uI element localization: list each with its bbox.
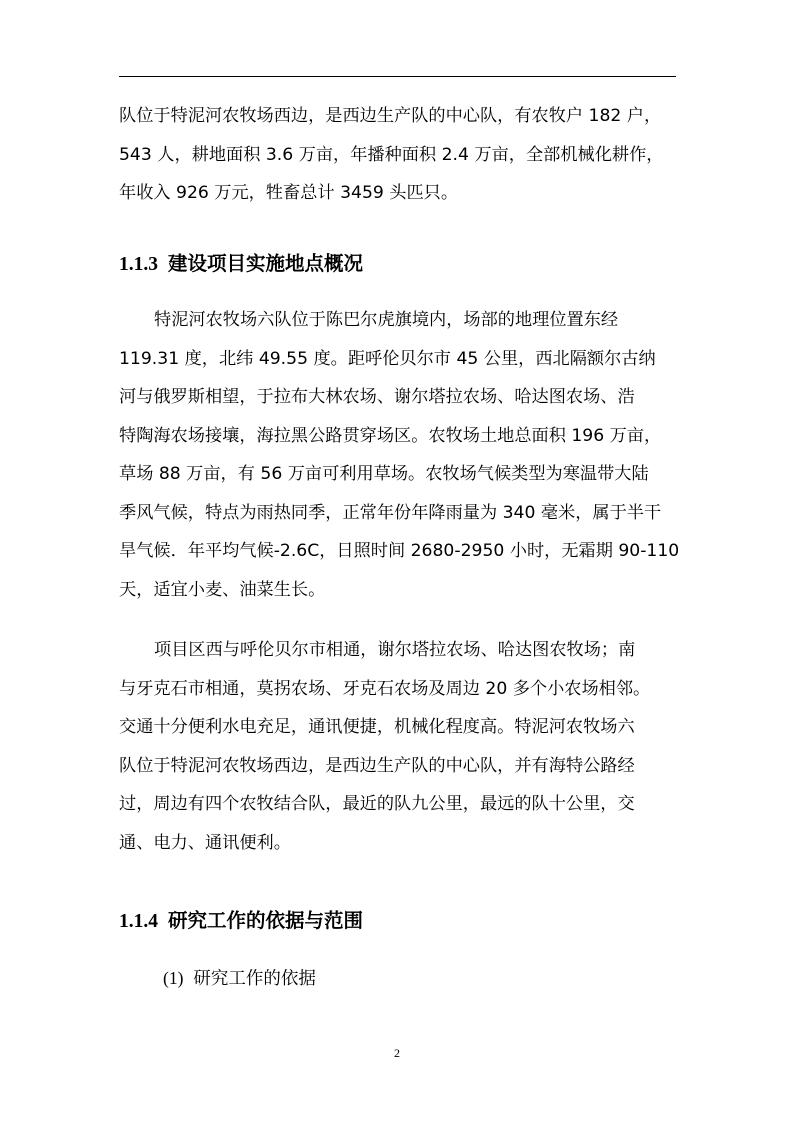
text-line: 特陶海农场接壤，海拉黑公路贯穿场区。农牧场土地总面积 196 万亩， [119,425,662,446]
text-line: 年收入 926 万元，牲畜总计 3459 头匹只。 [119,183,459,203]
text-line: 过，周边有四个农牧结合队，最近的队九公里，最远的队十公里，交 [119,794,635,814]
text-line: 旱气候．年平均气候-2.6C，日照时间 2680-2950 小时，无霜期 90-110 [119,541,680,561]
section-number: 1.1.4 [119,911,158,932]
paragraph-top [119,97,679,213]
text-line: 天，适宜小麦、油菜生长。 [119,579,326,600]
paragraph-location [119,301,679,609]
text-line: 队位于特泥河农牧场西边，是西边生产队的中心队，有农牧户 182 户， [119,106,662,126]
text-line: 项目区西与呼伦贝尔市相通，谢尔塔拉农场、哈达图农牧场；南 [154,640,636,660]
text-line: 季风气候，特点为雨热同季，正常年份年降雨量为 340 毫米，属于半干 [119,502,662,523]
text-line: 通、电力、通讯便利。 [119,832,291,853]
section-title: 研究工作的依据与范围 [168,909,364,932]
paragraph-traffic [119,631,679,862]
text-line: 543 人，耕地面积 3.6 万亩，年播种面积 2.4 万亩，全部机械化耕作， [119,144,664,165]
subsection-number: (1) [163,968,184,988]
section-number: 1.1.3 [119,254,158,275]
subsection-heading-1 [163,965,316,990]
text-line: 交通十分便利水电充足，通讯便捷，机械化程度高。特泥河农牧场六 [119,717,635,737]
text-line: 队位于特泥河农牧场西边，是西边生产队的中心队，并有海特公路经 [119,755,635,776]
section-heading-1-1-3 [119,248,363,276]
text-line: 草场 88 万亩，有 56 万亩可利用草场。农牧场气候类型为寒温带大陆 [119,464,649,484]
section-title: 建设项目实施地点概况 [168,252,364,275]
text-line: 河与俄罗斯相望，于拉布大林农场、谢尔塔拉农场、哈达图农场、浩 [119,387,635,407]
text-line: 与牙克石市相通，莫拐农场、牙克石农场及周边 20 多个小农场相邻。 [119,678,651,699]
subsection-title: 研究工作的依据 [193,969,316,989]
page-number: 2 [394,1046,400,1060]
section-heading-1-1-4 [119,905,363,933]
header-rule [119,76,676,77]
text-line: 特泥河农牧场六队位于陈巴尔虎旗境内，场部的地理位置东经 [154,310,619,330]
text-line: 119.31 度，北纬 49.55 度。距呼伦贝尔市 45 公里，西北隔额尔古纳 [119,348,656,369]
